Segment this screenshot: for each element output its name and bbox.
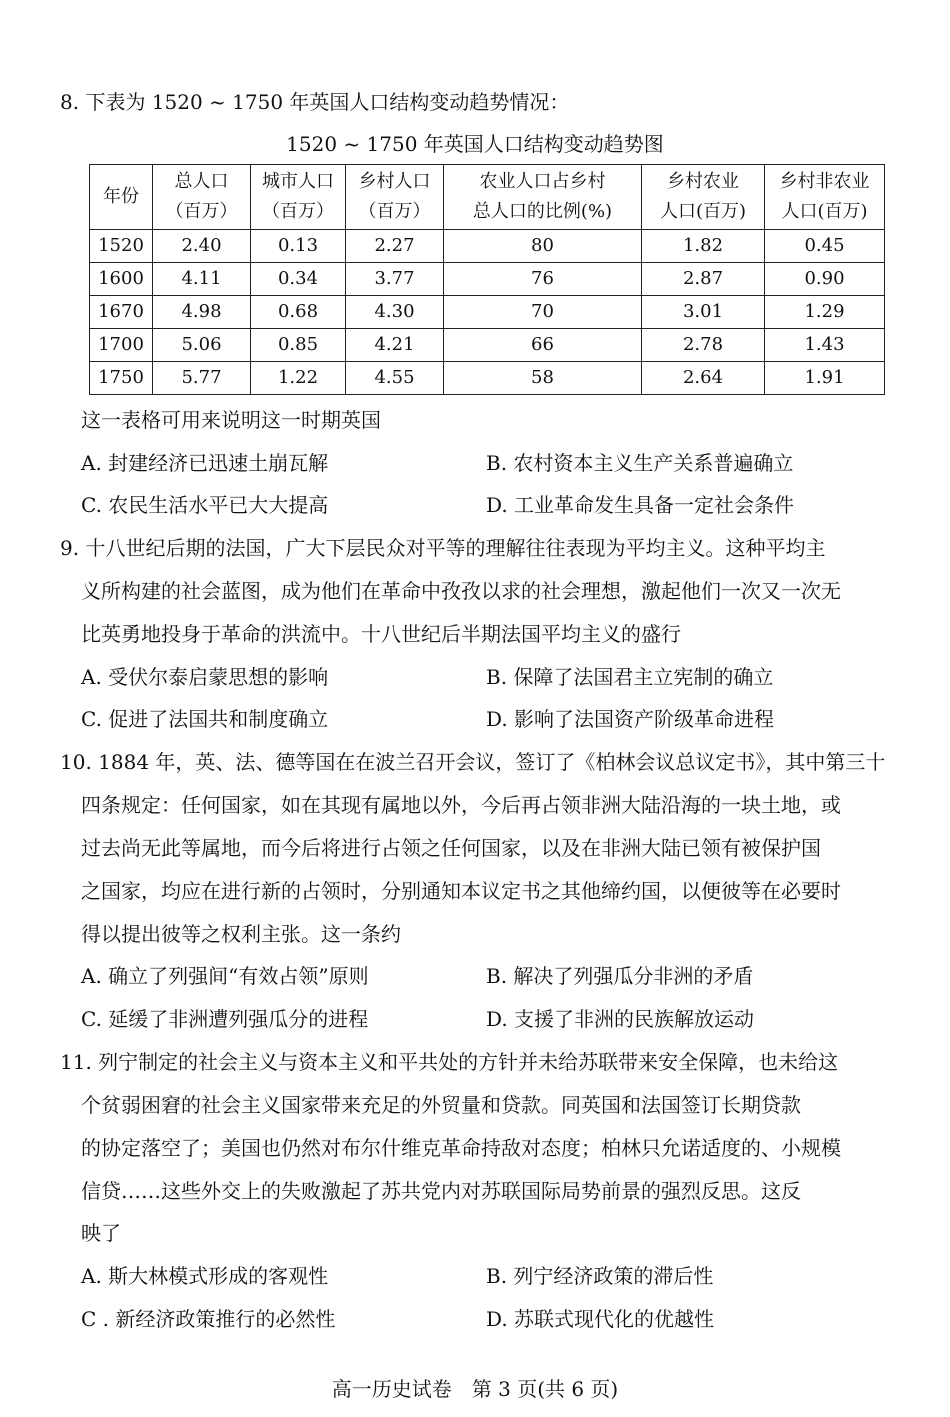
q11-option-b[interactable]: B. 列宁经济政策的滞后性 xyxy=(486,1264,714,1288)
table-cell: 4.55 xyxy=(346,362,444,395)
table-row xyxy=(90,230,885,263)
table-cell: 4.21 xyxy=(346,329,444,362)
q11-line-2: 个贫弱困窘的社会主义国家带来充足的外贸量和贷款。同英国和法国签订长期贷款 xyxy=(81,1093,801,1117)
q10-line-3: 过去尚无此等属地，而今后将进行占领之任何国家，以及在非洲大陆已领有被保护国 xyxy=(81,836,821,860)
q8-option-c[interactable]: C. 农民生活水平已大大提高 xyxy=(81,493,329,517)
q8-table-title: 1520 ~ 1750 年英国人口结构变动趋势图 xyxy=(286,132,664,156)
table-cell: 2.64 xyxy=(642,362,765,395)
table-cell: 4.30 xyxy=(346,296,444,329)
q8-stem: 8. 下表为 1520 ~ 1750 年英国人口结构变动趋势情况： xyxy=(60,90,570,114)
q11-option-c[interactable]: C . 新经济政策推行的必然性 xyxy=(81,1307,336,1331)
table-row xyxy=(90,329,885,362)
table-cell: 1.91 xyxy=(765,362,885,395)
q9-line-3: 比英勇地投身于革命的洪流中。十八世纪后半期法国平均主义的盛行 xyxy=(81,622,681,646)
q11-line-3: 的协定落空了；美国也仍然对布尔什维克革命持敌对态度；柏林只允诺适度的、小规模 xyxy=(81,1136,841,1160)
population-table xyxy=(89,164,885,395)
table-cell: 66 xyxy=(444,329,642,362)
table-cell: 4.11 xyxy=(153,263,251,296)
table-cell: 0.45 xyxy=(765,230,885,263)
q9-option-a[interactable]: A. 受伏尔泰启蒙思想的影响 xyxy=(81,665,329,689)
table-cell: 1.82 xyxy=(642,230,765,263)
table-cell: 1.43 xyxy=(765,329,885,362)
q10-option-d[interactable]: D. 支援了非洲的民族解放运动 xyxy=(486,1007,755,1031)
q10-option-b[interactable]: B. 解决了列强瓜分非洲的矛盾 xyxy=(486,964,754,988)
table-cell: 1750 xyxy=(90,362,153,395)
table-cell: 1600 xyxy=(90,263,153,296)
table-cell: 1.22 xyxy=(251,362,346,395)
header-rural: 乡村人口 （百万） xyxy=(346,165,444,230)
table-row xyxy=(90,296,885,329)
q10-line-4: 之国家，均应在进行新的占领时，分别通知本议定书之其他缔约国，以便彼等在必要时 xyxy=(81,879,841,903)
header-year: 年份 xyxy=(90,165,153,230)
table-cell: 4.98 xyxy=(153,296,251,329)
table-cell: 80 xyxy=(444,230,642,263)
table-cell: 0.85 xyxy=(251,329,346,362)
header-urban: 城市人口 （百万） xyxy=(251,165,346,230)
header-rural-agri: 乡村农业 人口(百万) xyxy=(642,165,765,230)
q11-option-a[interactable]: A. 斯大林模式形成的客观性 xyxy=(81,1264,329,1288)
q10-line-5: 得以提出彼等之权利主张。这一条约 xyxy=(81,922,401,946)
header-agri-ratio: 农业人口占乡村 总人口的比例(%) xyxy=(444,165,642,230)
table-cell: 2.40 xyxy=(153,230,251,263)
table-cell: 1700 xyxy=(90,329,153,362)
q11-line-5: 映了 xyxy=(81,1221,121,1245)
table-cell: 2.27 xyxy=(346,230,444,263)
table-cell: 0.90 xyxy=(765,263,885,296)
table-header-row xyxy=(90,165,885,230)
q11-line-1: 11. 列宁制定的社会主义与资本主义和平共处的方针并未给苏联带来安全保障，也未给这 xyxy=(60,1050,839,1074)
header-rural-nonagri: 乡村非农业 人口(百万) xyxy=(765,165,885,230)
table-cell: 3.01 xyxy=(642,296,765,329)
table-cell: 76 xyxy=(444,263,642,296)
table-row xyxy=(90,263,885,296)
table-cell: 5.77 xyxy=(153,362,251,395)
q8-option-d[interactable]: D. 工业革命发生具备一定社会条件 xyxy=(486,493,795,517)
q11-option-d[interactable]: D. 苏联式现代化的优越性 xyxy=(486,1307,715,1331)
table-cell: 2.78 xyxy=(642,329,765,362)
table-cell: 3.77 xyxy=(346,263,444,296)
page-footer: 高一历史试卷 第 3 页(共 6 页) xyxy=(331,1377,619,1401)
table-cell: 70 xyxy=(444,296,642,329)
table-cell: 1520 xyxy=(90,230,153,263)
q10-option-c[interactable]: C. 延缓了非洲遭列强瓜分的进程 xyxy=(81,1007,369,1031)
q9-option-b[interactable]: B. 保障了法国君主立宪制的确立 xyxy=(486,665,774,689)
q10-option-a[interactable]: A. 确立了列强间“有效占领”原则 xyxy=(81,964,369,988)
header-total: 总人口 （百万） xyxy=(153,165,251,230)
q9-option-c[interactable]: C. 促进了法国共和制度确立 xyxy=(81,707,329,731)
q10-line-2: 四条规定：任何国家，如在其现有属地以外，今后再占领非洲大陆沿海的一块土地，或 xyxy=(81,793,841,817)
table-cell: 0.68 xyxy=(251,296,346,329)
table-cell: 1670 xyxy=(90,296,153,329)
q9-option-d[interactable]: D. 影响了法国资产阶级革命进程 xyxy=(486,707,775,731)
q11-line-4: 信贷……这些外交上的失败激起了苏共党内对苏联国际局势前景的强烈反思。这反 xyxy=(81,1179,801,1203)
table-cell: 1.29 xyxy=(765,296,885,329)
table-cell: 5.06 xyxy=(153,329,251,362)
table-cell: 0.34 xyxy=(251,263,346,296)
table-cell: 2.87 xyxy=(642,263,765,296)
q9-line-2: 义所构建的社会蓝图，成为他们在革命中孜孜以求的社会理想，激起他们一次又一次无 xyxy=(81,579,841,603)
table-cell: 58 xyxy=(444,362,642,395)
q10-line-1: 10. 1884 年，英、法、德等国在在波兰召开会议，签订了《柏林会议总议定书》，其中第三十 xyxy=(60,750,886,774)
q8-followup: 这一表格可用来说明这一时期英国 xyxy=(81,408,381,432)
q8-option-a[interactable]: A. 封建经济已迅速土崩瓦解 xyxy=(81,451,329,475)
table-cell: 0.13 xyxy=(251,230,346,263)
q9-line-1: 9. 十八世纪后期的法国，广大下层民众对平等的理解往往表现为平均主义。这种平均主 xyxy=(60,536,826,560)
q8-option-b[interactable]: B. 农村资本主义生产关系普遍确立 xyxy=(486,451,794,475)
table-row xyxy=(90,362,885,395)
